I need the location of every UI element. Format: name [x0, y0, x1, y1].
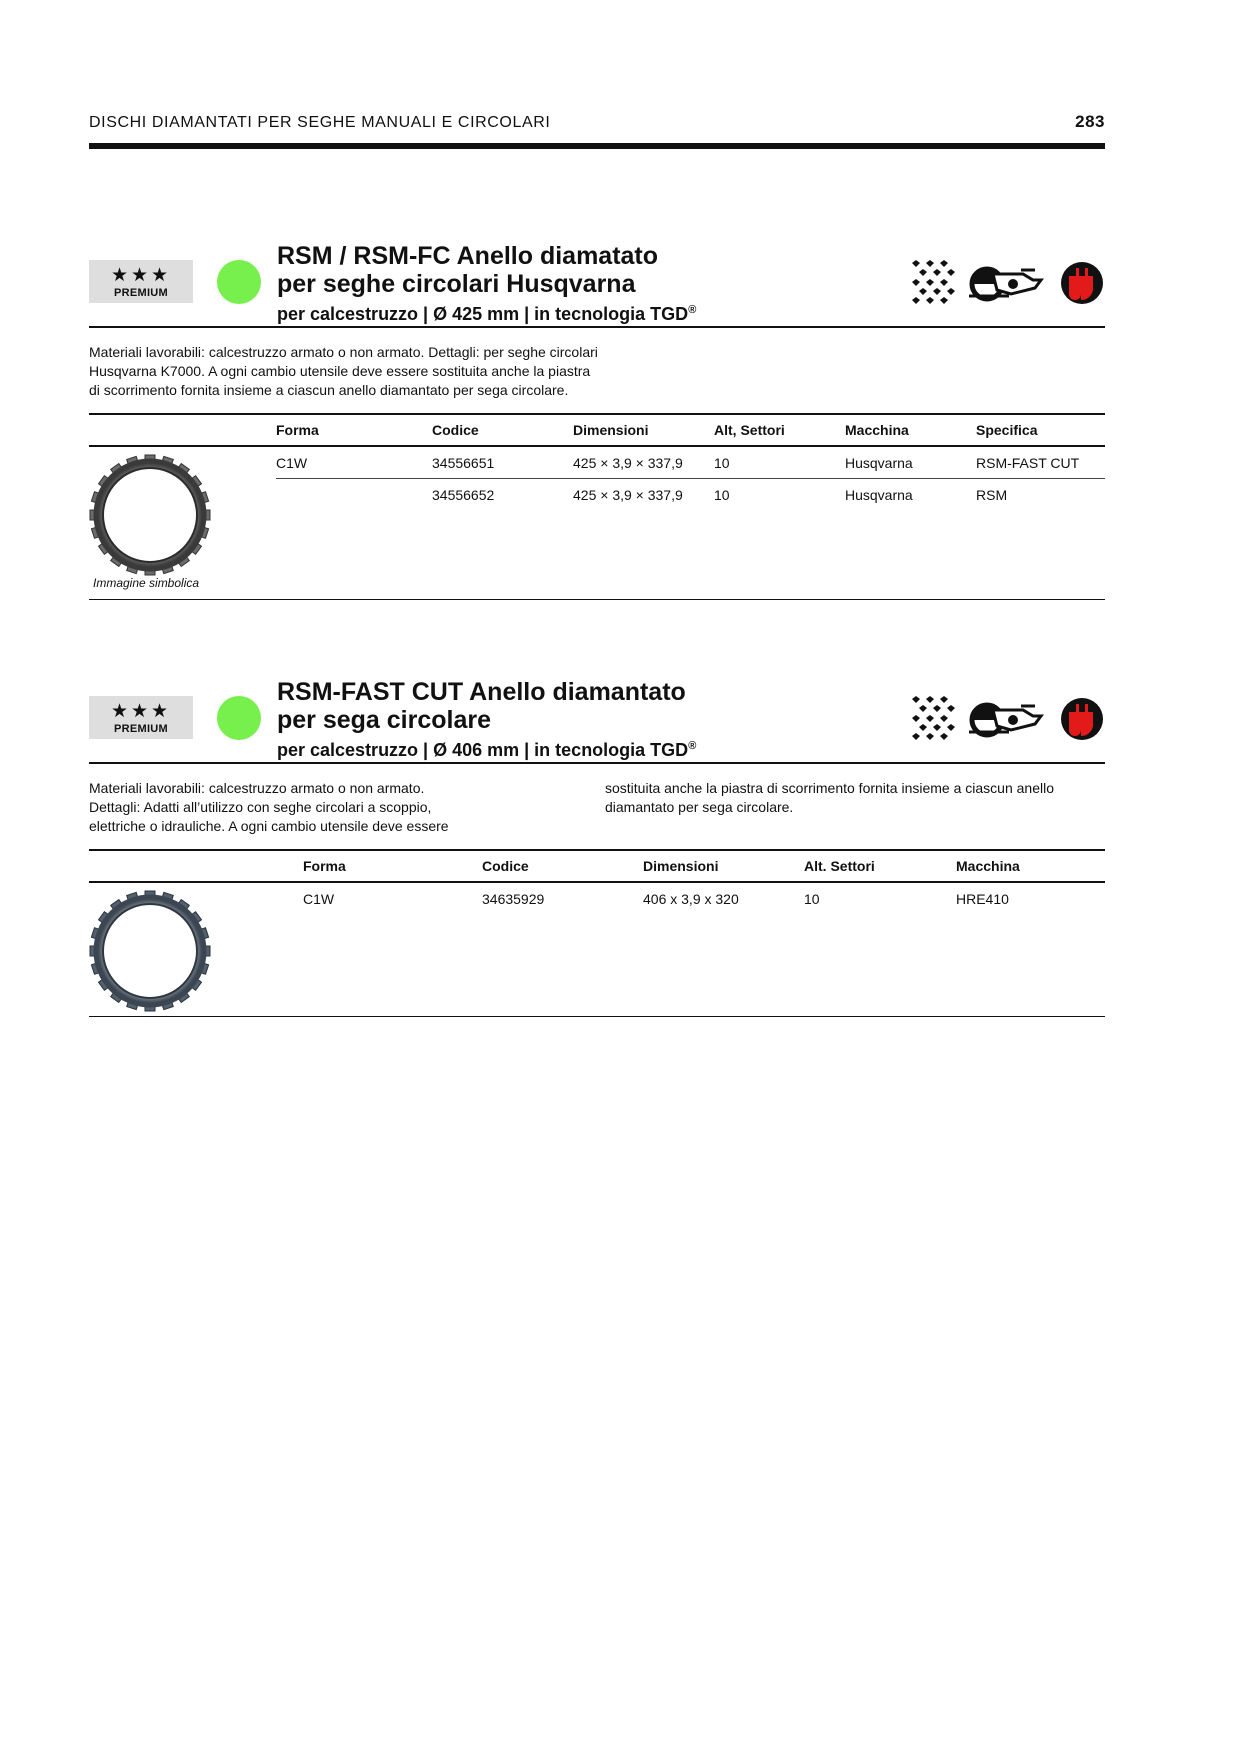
product-rsm — [89, 242, 1105, 606]
cell-dimensioni: 406 x 3,9 x 320 — [643, 891, 739, 907]
diamond-segments-icon — [909, 260, 955, 304]
product-rsm-fast-cut — [89, 678, 1105, 1016]
page-header — [89, 112, 1105, 136]
table-top-rule — [89, 413, 1105, 415]
premium-badge — [89, 260, 193, 303]
cell-forma: C1W — [276, 455, 308, 471]
description-line: sostituita anche la piastra di scorrimento fornita insieme a ciascun anello — [605, 780, 1055, 796]
column-header: Alt, Settori — [714, 422, 785, 438]
title-line-2: per seghe circolari Husqvarna — [277, 270, 636, 298]
cell-dimensioni: 425 × 3,9 × 337,9 — [573, 455, 683, 471]
column-header: Forma — [276, 422, 319, 438]
description-line: di scorrimento fornita insieme a ciascun anello diamantato per sega circolare. — [89, 382, 569, 398]
stars-icon: ★★★ — [110, 265, 172, 286]
concrete-material-dot — [217, 696, 261, 740]
cell-dimensioni: 425 × 3,9 × 337,9 — [573, 487, 683, 503]
section-bottom-rule — [89, 1016, 1105, 1017]
cell-specifica: RSM — [976, 487, 1008, 503]
electric-plug-icon — [1059, 260, 1105, 306]
column-header: Codice — [432, 422, 479, 438]
cut-off-saw-icon — [969, 696, 1045, 740]
diamond-ring-image — [89, 454, 211, 576]
diamond-segments-icon — [909, 696, 955, 740]
product-description-left — [89, 779, 449, 836]
stars-icon: ★★★ — [110, 701, 172, 722]
column-header: Alt. Settori — [804, 858, 875, 874]
product-subtitle — [277, 298, 696, 326]
application-icons — [905, 260, 1105, 306]
table-top-rule — [89, 849, 1105, 851]
product-description — [89, 343, 598, 400]
electric-plug-icon — [1059, 696, 1105, 742]
column-header: Dimensioni — [643, 858, 719, 874]
premium-badge — [89, 696, 193, 739]
description-line: Materiali lavorabili: calcestruzzo armato o non armato. — [89, 780, 425, 796]
description-line: elettriche o idrauliche. A ogni cambio utensile deve essere — [89, 818, 449, 834]
subtitle-text: per calcestruzzo | Ø 406 mm | in tecnologia TGD — [277, 740, 689, 760]
section-bottom-rule — [89, 599, 1105, 600]
cell-settori: 10 — [714, 487, 730, 503]
title-line-2: per sega circolare — [277, 706, 492, 734]
column-header: Forma — [303, 858, 346, 874]
cell-settori: 10 — [714, 455, 730, 471]
product-title — [277, 242, 696, 326]
column-header: Specifica — [976, 422, 1038, 438]
description-line: Materiali lavorabili: calcestruzzo armato o non armato. Dettagli: per seghe circolari — [89, 344, 598, 360]
badge-label: PREMIUM — [113, 723, 169, 735]
subtitle-text: per calcestruzzo | Ø 425 mm | in tecnologia TGD — [277, 304, 689, 324]
diamond-ring-image — [89, 890, 211, 1012]
badge-label: PREMIUM — [113, 287, 169, 299]
product-title — [277, 678, 696, 762]
column-header: Codice — [482, 858, 529, 874]
product-description-right — [605, 779, 1054, 817]
cell-macchina: Husqvarna — [845, 455, 913, 471]
cell-codice: 34556651 — [432, 455, 495, 471]
page-number: 283 — [1075, 112, 1105, 131]
description-line: diamantato per sega circolare. — [605, 799, 794, 815]
cell-specifica: RSM-FAST CUT — [976, 455, 1080, 471]
cell-settori: 10 — [804, 891, 820, 907]
title-rule — [89, 326, 1105, 328]
title-rule — [89, 762, 1105, 764]
cell-codice: 34635929 — [482, 891, 545, 907]
column-header: Dimensioni — [573, 422, 649, 438]
row-divider — [276, 478, 1105, 479]
registered-mark: ® — [688, 740, 697, 752]
title-line-1: RSM-FAST CUT Anello diamantato — [277, 678, 686, 706]
concrete-material-dot — [217, 260, 261, 304]
cell-forma: C1W — [303, 891, 335, 907]
product-subtitle — [277, 734, 696, 762]
registered-mark: ® — [688, 304, 697, 316]
table-header-rule — [89, 445, 1105, 447]
column-header: Macchina — [956, 858, 1020, 874]
title-line-1: RSM / RSM-FC Anello diamatato — [277, 242, 659, 270]
image-caption: Immagine simbolica — [93, 576, 200, 590]
table-header-rule — [89, 881, 1105, 883]
header-rule — [89, 143, 1105, 149]
description-line: Husqvarna K7000. A ogni cambio utensile deve essere sostituita anche la piastra — [89, 363, 591, 379]
cell-macchina: HRE410 — [956, 891, 1009, 907]
column-header: Macchina — [845, 422, 909, 438]
cut-off-saw-icon — [969, 260, 1045, 304]
cell-codice: 34556652 — [432, 487, 495, 503]
application-icons — [905, 696, 1105, 742]
section-title: DISCHI DIAMANTATI PER SEGHE MANUALI E CIRCOLARI — [89, 114, 551, 131]
cell-macchina: Husqvarna — [845, 487, 913, 503]
description-line: Dettagli: Adatti all’utilizzo con seghe circolari a scoppio, — [89, 799, 432, 815]
